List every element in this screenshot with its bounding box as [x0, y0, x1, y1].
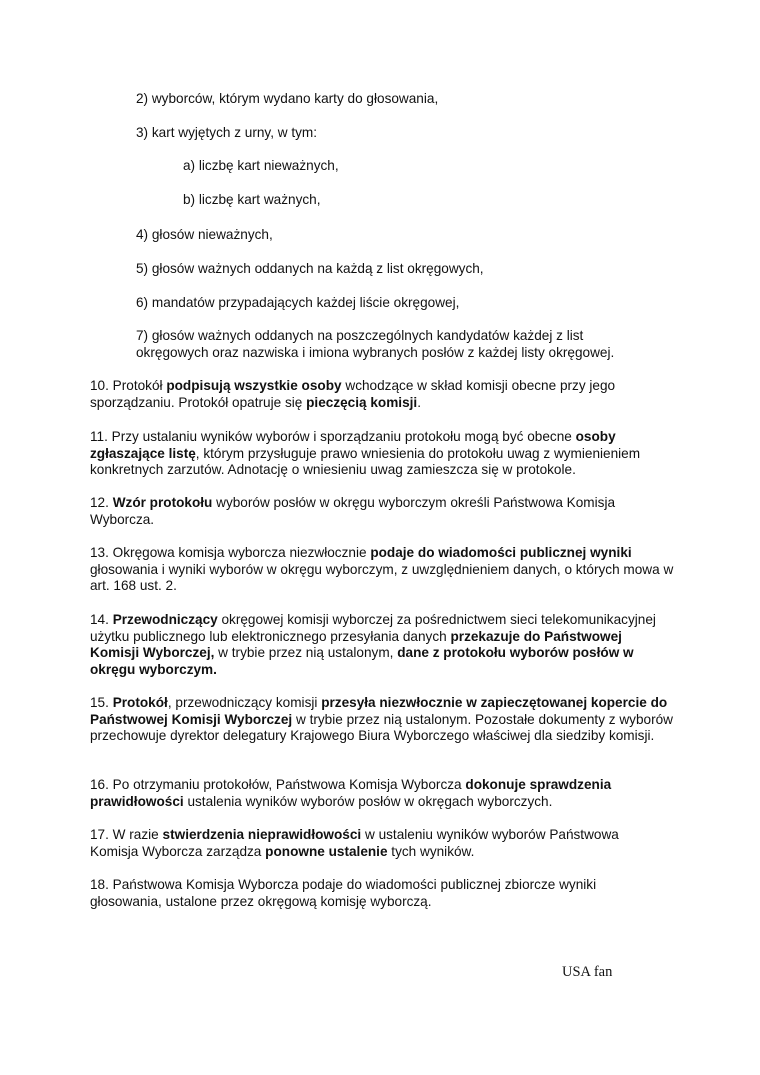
- list-item-3b: b) liczbę kart ważnych,: [183, 192, 321, 207]
- list-item-3a: a) liczbę kart nieważnych,: [183, 158, 339, 173]
- paragraph-13: 13. Okręgowa komisja wyborcza niezwłocznie podaje do wiadomości publicznej wyniki głosowania i wyniki wyborów w okręgu wyborczym, z uwzględnieniem danych, o których mowa w art. 168 ust. 2.: [90, 545, 674, 594]
- list-item-4: 4) głosów nieważnych,: [136, 227, 273, 242]
- paragraph-12: 12. Wzór protokołu wyborów posłów w okręgu wyborczym określi Państwowa Komisja Wyborcza.: [90, 495, 616, 527]
- list-item-7: 7) głosów ważnych oddanych na poszczególnych kandydatów każdej z list okręgowych oraz nazwiska i imiona wybranych posłów z każdej listy okręgowej.: [136, 328, 615, 360]
- paragraph-16: 16. Po otrzymaniu protokołów, Państwowa Komisja Wyborcza dokonuje sprawdzenia prawidłowości ustalenia wyników wyborów posłów w okręgach wyborczych.: [90, 777, 612, 809]
- list-item-5: 5) głosów ważnych oddanych na każdą z list okręgowych,: [136, 261, 484, 276]
- footer-signature: USA fan: [562, 964, 613, 980]
- list-item-3: 3) kart wyjętych z urny, w tym:: [136, 125, 318, 140]
- list-item-6: 6) mandatów przypadających każdej liście okręgowej,: [136, 295, 460, 310]
- paragraph-11: 11. Przy ustalaniu wyników wyborów i sporządzaniu protokołu mogą być obecne osoby zgłaszające listę, którym przysługuje prawo wniesienia do protokołu uwag z wymienieniem konkretnych zarzutów. Adnotację o wniesieniu uwag zamieszcza się w protokole.: [90, 429, 641, 478]
- list-item-2: 2) wyborców, którym wydano karty do głosowania,: [136, 91, 439, 106]
- paragraph-10: 10. Protokół podpisują wszystkie osoby wchodzące w skład komisji obecne przy jego sporządzaniu. Protokół opatruje się pieczęcią komisji.: [90, 378, 616, 410]
- paragraph-18: 18. Państwowa Komisja Wyborcza podaje do wiadomości publicznej zbiorcze wyniki głosowania, ustalone przez okręgową komisję wyborczą.: [90, 877, 597, 909]
- paragraph-15: 15. Protokół, przewodniczący komisji przesyła niezwłocznie w zapieczętowanej kopercie do Państwowej Komisji Wyborczej w trybie przez nią ustalonym. Pozostałe dokumenty z wyborów przechowuje dyrektor delegatury Krajowego Biura Wyborczego właściwej dla siedziby komisji.: [90, 695, 673, 744]
- paragraph-14: 14. Przewodniczący okręgowej komisji wyborczej za pośrednictwem sieci telekomunikacyjnej użytku publicznego lub elektronicznego przesyłania danych przekazuje do Państwowej Komisji Wyborczej, w trybie przez nią ustalonym, dane z protokołu wyborów posłów w okręgu wyborczym.: [90, 612, 656, 677]
- paragraph-17: 17. W razie stwierdzenia nieprawidłowości w ustaleniu wyników wyborów Państwowa Komisja Wyborcza zarządza ponowne ustalenie tych wyników.: [90, 827, 619, 859]
